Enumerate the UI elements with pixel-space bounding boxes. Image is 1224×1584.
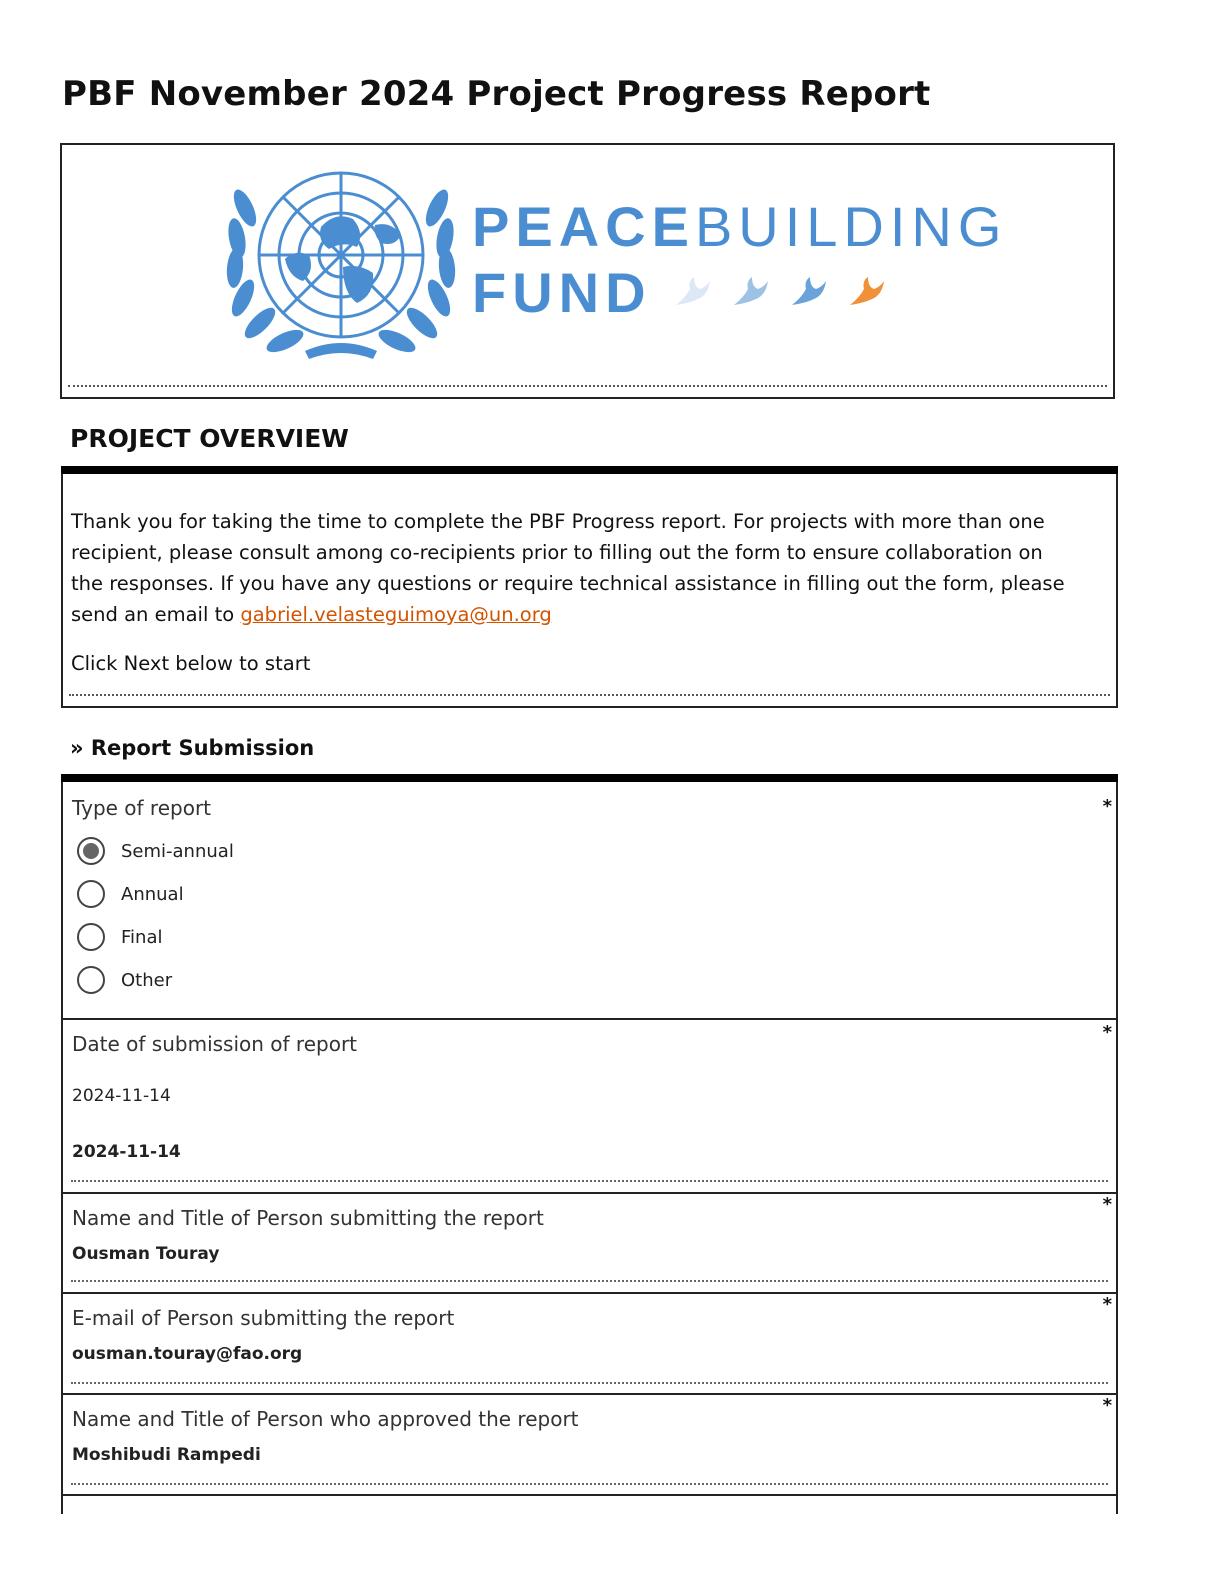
- radio-label: Other: [121, 969, 173, 991]
- overview-card: [61, 466, 1118, 708]
- field-label: Date of submission of report: [72, 1032, 358, 1056]
- radio-option-final[interactable]: [77, 923, 162, 951]
- radio-option-other[interactable]: [77, 966, 172, 994]
- required-marker: *: [1102, 796, 1112, 817]
- click-next-instruction: Click Next below to start: [71, 652, 311, 675]
- dotted-divider: [68, 385, 1107, 387]
- required-marker: *: [1102, 1022, 1112, 1043]
- dotted-divider: [69, 694, 1110, 696]
- date-input[interactable]: 2024-11-14: [72, 1086, 171, 1106]
- radio-label: Semi-annual: [121, 840, 234, 862]
- field-submitter-email: [63, 1294, 1116, 1395]
- radio-button[interactable]: [77, 966, 105, 994]
- support-email-link[interactable]: gabriel.velasteguimoya@un.org: [240, 603, 552, 626]
- overview-instructions: [71, 506, 1071, 630]
- radio-button[interactable]: [77, 880, 105, 908]
- logo-panel: [60, 143, 1115, 399]
- wordmark-fund: FUND: [472, 261, 652, 324]
- un-emblem-logo: [225, 163, 457, 363]
- radio-button[interactable]: [77, 923, 105, 951]
- section-bar: [61, 466, 1118, 474]
- field-date-of-submission: [63, 1020, 1116, 1194]
- field-submitter-name: [63, 1194, 1116, 1294]
- date-value: 2024-11-14: [72, 1142, 181, 1162]
- required-marker: *: [1102, 1294, 1112, 1315]
- overview-intro-text: Thank you for taking the time to complete the PBF Progress report. For projects with more than one recipient, please consult among co-recipients prior to filling out the form to ensure collaboration on the responses. If you have any questions or require technical assistance in filling out the form, please send an email to: [71, 510, 1065, 626]
- peacebuilding-fund-wordmark: [472, 197, 1007, 325]
- required-marker: *: [1102, 1194, 1112, 1215]
- report-submission-form: [61, 774, 1118, 1514]
- section-bar: [61, 774, 1118, 782]
- radio-label: Final: [121, 926, 163, 948]
- radio-button-checked[interactable]: [77, 837, 105, 865]
- field-label: E-mail of Person submitting the report: [72, 1306, 455, 1330]
- section-heading-project-overview: PROJECT OVERVIEW: [70, 424, 349, 453]
- required-marker: *: [1102, 1395, 1112, 1416]
- page-title: PBF November 2024 Project Progress Report: [62, 74, 931, 114]
- wordmark-building: BUILDING: [694, 195, 1008, 258]
- dove-icon: [788, 275, 828, 311]
- field-approver-name: [63, 1395, 1116, 1496]
- dove-icon: [846, 275, 886, 311]
- dotted-divider: [71, 1382, 1108, 1384]
- wordmark-peace: PEACE: [472, 195, 695, 258]
- dotted-divider: [71, 1483, 1108, 1485]
- radio-option-semi-annual[interactable]: [77, 837, 234, 865]
- submitter-name-value: Ousman Touray: [72, 1244, 220, 1264]
- section-heading-report-submission: » Report Submission: [70, 736, 315, 760]
- field-type-of-report: [63, 782, 1116, 1020]
- approver-name-value: Moshibudi Rampedi: [72, 1445, 261, 1465]
- dotted-divider: [71, 1180, 1108, 1182]
- field-label: Type of report: [72, 796, 212, 820]
- radio-label: Annual: [121, 883, 184, 905]
- submitter-email-value: ousman.touray@fao.org: [72, 1344, 303, 1364]
- field-label: Name and Title of Person submitting the report: [72, 1206, 544, 1230]
- dotted-divider: [71, 1280, 1108, 1282]
- field-label: Name and Title of Person who approved the report: [72, 1407, 579, 1431]
- radio-option-annual[interactable]: [77, 880, 184, 908]
- dove-icon: [672, 275, 712, 311]
- dove-icon: [730, 275, 770, 311]
